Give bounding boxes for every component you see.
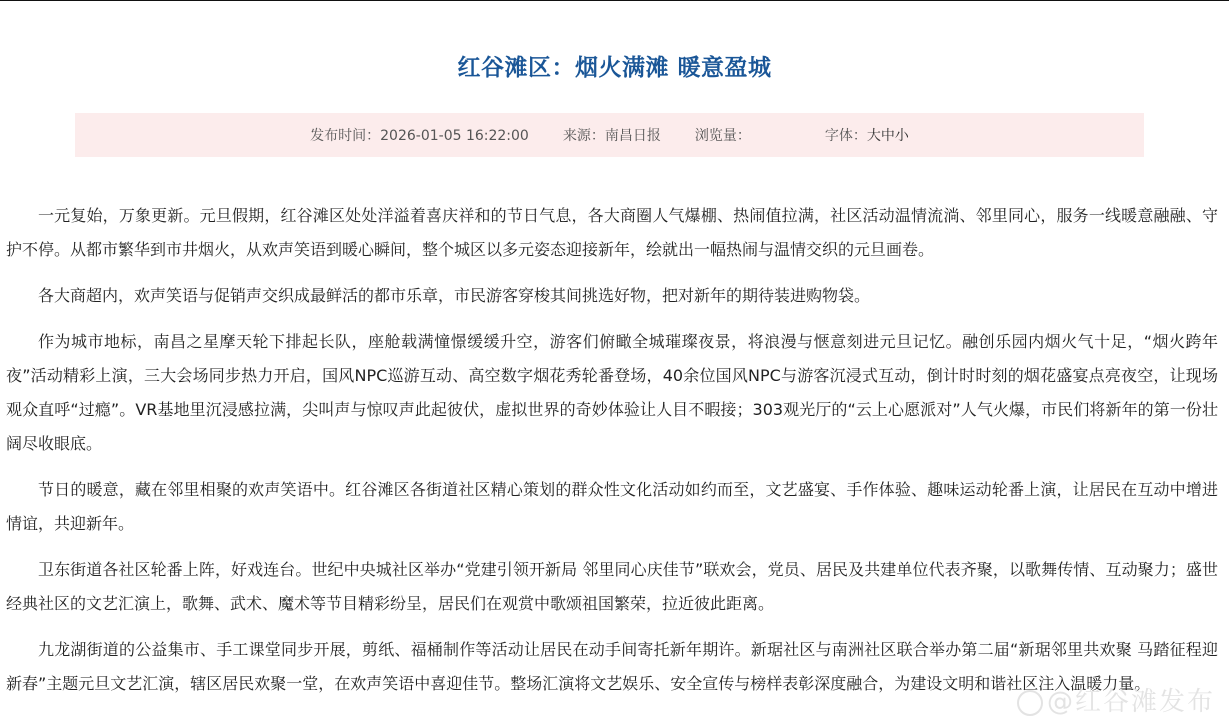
publish-time xyxy=(310,125,529,145)
view-count xyxy=(695,125,751,145)
watermark xyxy=(1017,681,1215,718)
source-value: 南昌日报 xyxy=(604,128,661,144)
source-label: 来源： xyxy=(562,128,605,144)
article-paragraph: 作为城市地标，南昌之星摩天轮下排起长队，座舱载满憧憬缓缓升空，游客们俯瞰全城璀璨夜景，将浪漫与惬意刻进元旦记忆。融创乐园内烟火气十足，“烟火跨年夜”活动精彩上演，三大会场同步热力开启，国风NPC巡游互动、高空数字烟花秀轮番登场，40余位国风NPC与游客沉浸式互动，倒计时时刻的烟花盛宴点亮夜空，让现场观众直呼“过瘾”。VR基地里沉浸感拉满，尖叫声与惊叹声此起彼伏，虚拟世界的奇妙体验让人目不暇接；303观光厅的“云上心愿派对”人气火爆，市民们将新年的第一份壮阔尽收眼底。 xyxy=(6,332,1218,453)
article-meta-bar xyxy=(75,113,1144,157)
article-paragraph: 一元复始，万象更新。元旦假期，红谷滩区处处洋溢着喜庆祥和的节日气息，各大商圈人气爆棚、热闹值拉满，社区活动温情流淌、邻里同心，服务一线暖意融融、守护不停。从都市繁华到市井烟火，从欢声笑语到暖心瞬间，整个城区以多元姿态迎接新年，绘就出一幅热闹与温情交织的元旦画卷。 xyxy=(6,206,1218,259)
font-size-medium-link[interactable]: 中 xyxy=(880,128,895,144)
watermark-logo-icon xyxy=(1017,690,1043,716)
font-size-large-link[interactable]: 大 xyxy=(866,128,881,144)
font-size-small-link[interactable]: 小 xyxy=(894,128,909,144)
article-source xyxy=(563,125,661,145)
font-size-label: 字体： xyxy=(824,128,867,144)
watermark-text: @红谷滩发布 xyxy=(1046,687,1215,717)
publish-time-label: 发布时间： xyxy=(310,128,381,144)
font-size-selector xyxy=(825,125,909,145)
article-paragraph: 卫东街道各社区轮番上阵，好戏连台。世纪中央城社区举办“党建引领开新局 邻里同心庆佳节”联欢会，党员、居民及共建单位代表齐聚，以歌舞传情、互动聚力；盛世经典社区的文艺汇演上，歌舞、武术、魔术等节目精彩纷呈，居民们在观赏中歌颂祖国繁荣，拉近彼此距离。 xyxy=(6,560,1218,613)
view-count-label: 浏览量： xyxy=(694,128,751,144)
article-paragraph: 节日的暖意，藏在邻里相聚的欢声笑语中。红谷滩区各街道社区精心策划的群众性文化活动如约而至，文艺盛宴、手作体验、趣味运动轮番上演，让居民在互动中增进情谊，共迎新年。 xyxy=(6,480,1218,533)
article-body xyxy=(6,199,1218,713)
article-paragraph: 九龙湖街道的公益集市、手工课堂同步开展，剪纸、福桶制作等活动让居民在动手间寄托新年期许。新琚社区与南洲社区联合举办第二届“新琚邻里共欢聚 马踏征程迎新春”主题元旦文艺汇演，辖区居民欢聚一堂，在欢声笑语中喜迎佳节。整场汇演将文艺娱乐、安全宣传与榜样表彰深度融合，为建设文明和谐社区注入温暖力量。 xyxy=(6,640,1218,693)
article-paragraph: 各大商超内，欢声笑语与促销声交织成最鲜活的都市乐章，市民游客穿梭其间挑选好物，把对新年的期待装进购物袋。 xyxy=(38,286,871,305)
publish-time-value: 2026-01-05 16:22:00 xyxy=(380,128,529,144)
article-title: 红谷滩区：烟火满滩 暖意盈城 xyxy=(457,55,772,81)
